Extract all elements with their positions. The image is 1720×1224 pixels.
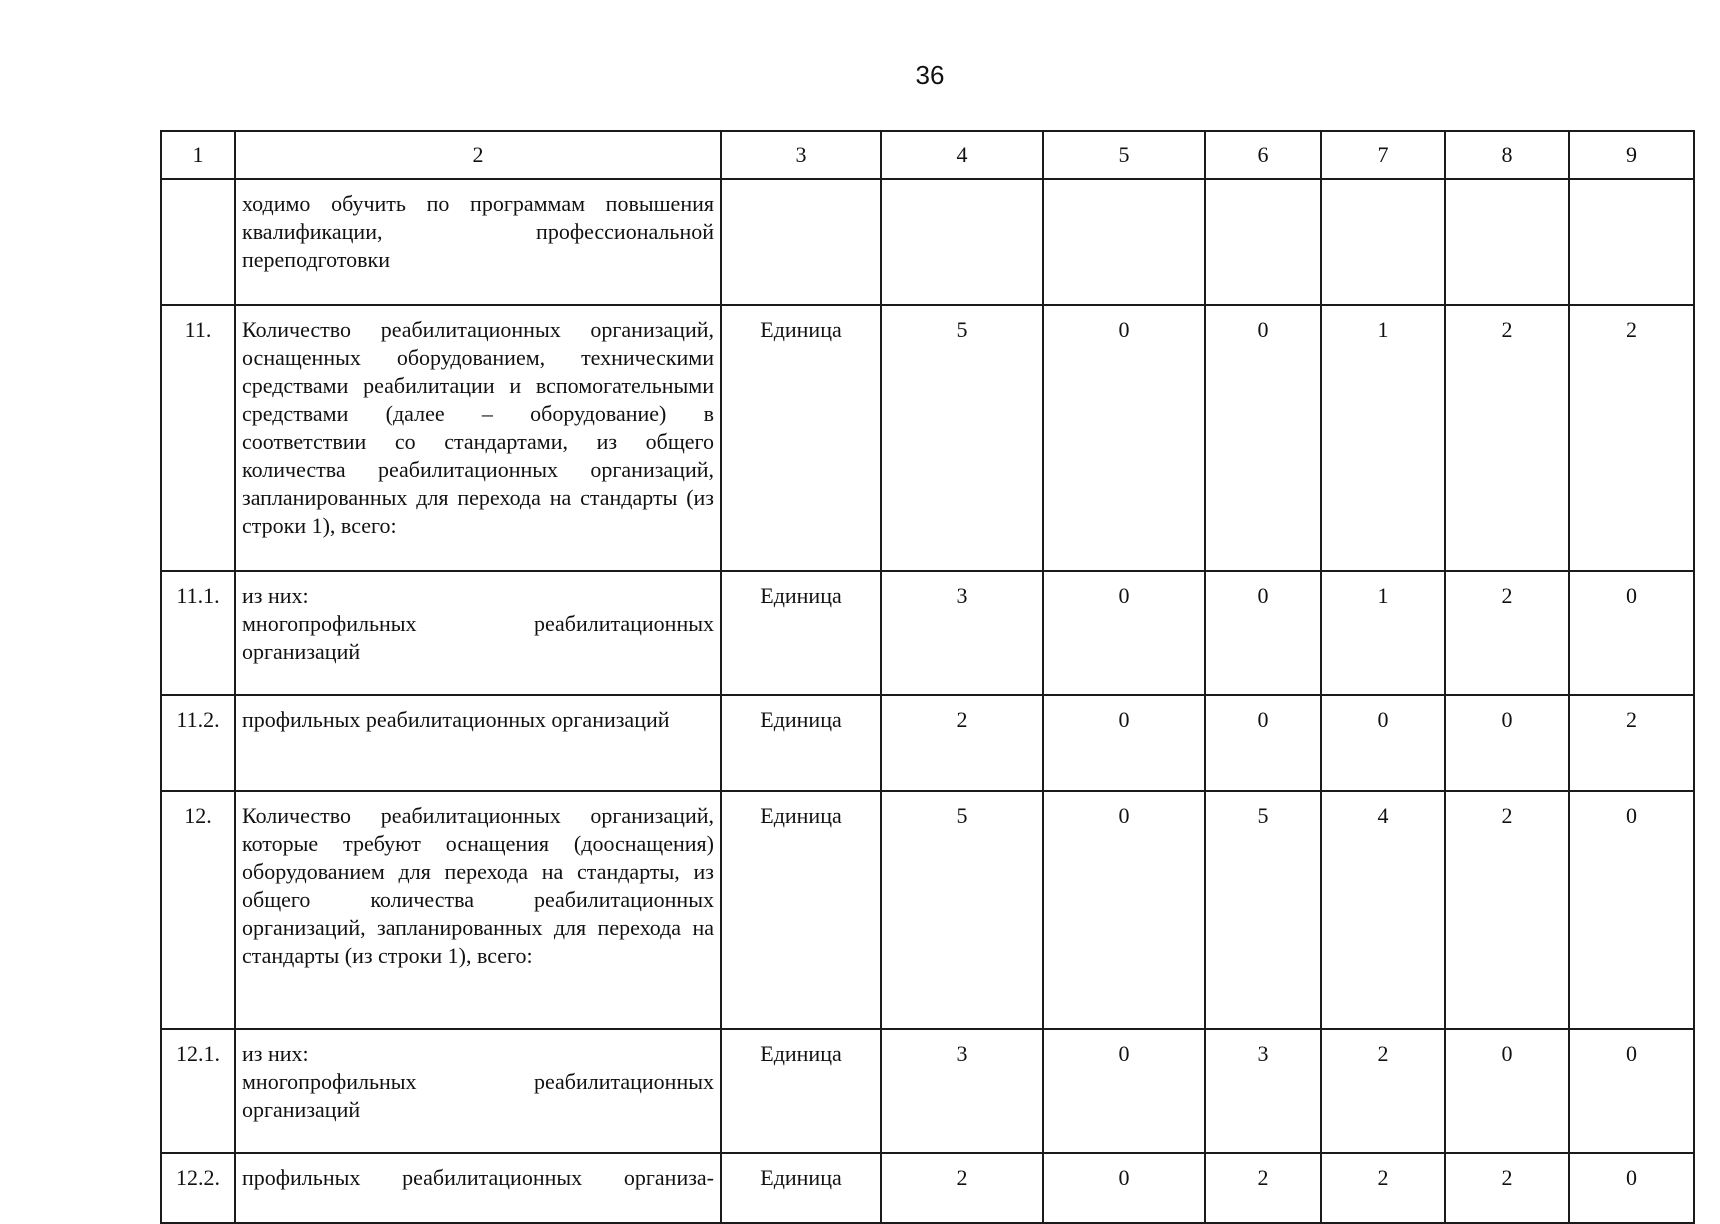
row-description	[235, 1029, 721, 1153]
data-table	[160, 130, 1695, 1224]
row-number	[161, 179, 235, 305]
row-unit: Единица	[721, 1153, 881, 1223]
row-description	[235, 1153, 721, 1223]
table-row	[161, 1153, 1694, 1223]
row-value: 2	[1321, 1029, 1445, 1153]
row-unit: Единица	[721, 305, 881, 571]
row-value: 2	[1321, 1153, 1445, 1223]
row-value	[1445, 179, 1569, 305]
table-row	[161, 305, 1694, 571]
table-row	[161, 791, 1694, 1029]
row-value: 0	[1205, 305, 1321, 571]
row-value: 0	[1043, 1153, 1205, 1223]
row-value: 2	[1569, 695, 1694, 791]
row-value: 2	[1569, 305, 1694, 571]
row-value: 2	[881, 695, 1043, 791]
row-value	[1321, 179, 1445, 305]
row-value: 4	[1321, 791, 1445, 1029]
row-unit: Единица	[721, 791, 881, 1029]
row-value	[1205, 179, 1321, 305]
row-description	[235, 179, 721, 305]
table-row	[161, 571, 1694, 695]
row-number: 11.	[161, 305, 235, 571]
description-line: профильных реабилитационных организа-	[242, 1165, 714, 1190]
row-description	[235, 791, 721, 1029]
row-description	[235, 305, 721, 571]
row-value: 0	[1043, 695, 1205, 791]
column-header: 6	[1205, 131, 1321, 179]
row-value: 5	[1205, 791, 1321, 1029]
column-header: 7	[1321, 131, 1445, 179]
table-header-row	[161, 131, 1694, 179]
description-line: из них:	[242, 1041, 309, 1066]
row-unit: Единица	[721, 571, 881, 695]
row-value: 2	[1445, 1153, 1569, 1223]
row-value: 0	[1205, 571, 1321, 695]
row-value: 2	[1445, 305, 1569, 571]
row-value: 0	[1043, 791, 1205, 1029]
table-row	[161, 1029, 1694, 1153]
row-number: 12.	[161, 791, 235, 1029]
row-number: 12.2.	[161, 1153, 235, 1223]
row-value: 2	[1445, 571, 1569, 695]
row-number: 11.1.	[161, 571, 235, 695]
column-header: 9	[1569, 131, 1694, 179]
description-line: многопрофильных реабилитационных организаций	[242, 611, 714, 664]
row-value: 0	[1205, 695, 1321, 791]
description-line: ходимо обучить по программам повышения	[242, 191, 714, 216]
page-number: 36	[915, 60, 945, 90]
table-row	[161, 179, 1694, 305]
row-value: 0	[1569, 791, 1694, 1029]
row-value: 0	[1043, 1029, 1205, 1153]
row-value: 0	[1569, 571, 1694, 695]
description-line: Количество реабилитационных организаций, которые требуют оснащения (дооснащения) оборудованием для перехода на стандарты, из общего количества реабилитационных организаций, запланированных для перехода на стандарты (из строки 1), всего:	[242, 803, 714, 968]
description-line: Количество реабилитационных организаций, оснащенных оборудованием, техническими средствами реабилитации и вспомогательными средствами (далее – оборудование) в соответствии со стандартами, из общего количества реабилитационных организаций, запланированных для перехода на стандарты (из строки 1), всего:	[242, 317, 714, 538]
column-header: 8	[1445, 131, 1569, 179]
row-value: 0	[1569, 1153, 1694, 1223]
column-header: 5	[1043, 131, 1205, 179]
row-description	[235, 571, 721, 695]
row-value: 0	[1043, 571, 1205, 695]
row-value: 5	[881, 791, 1043, 1029]
description-line: многопрофильных реабилитационных организаций	[242, 1069, 714, 1122]
row-description	[235, 695, 721, 791]
column-header: 3	[721, 131, 881, 179]
column-header: 4	[881, 131, 1043, 179]
row-number: 11.2.	[161, 695, 235, 791]
row-value	[1569, 179, 1694, 305]
row-value: 3	[1205, 1029, 1321, 1153]
row-value: 2	[881, 1153, 1043, 1223]
row-value	[881, 179, 1043, 305]
description-line: квалификации, профессиональной переподготовки	[242, 219, 714, 272]
row-value: 3	[881, 1029, 1043, 1153]
row-value: 3	[881, 571, 1043, 695]
description-line: из них:	[242, 583, 309, 608]
row-value: 0	[1445, 695, 1569, 791]
row-value: 5	[881, 305, 1043, 571]
column-header: 1	[161, 131, 235, 179]
row-unit	[721, 179, 881, 305]
row-value: 1	[1321, 571, 1445, 695]
row-unit: Единица	[721, 1029, 881, 1153]
row-unit: Единица	[721, 695, 881, 791]
row-value: 1	[1321, 305, 1445, 571]
row-value: 2	[1205, 1153, 1321, 1223]
row-value: 0	[1445, 1029, 1569, 1153]
row-value: 2	[1445, 791, 1569, 1029]
row-number: 12.1.	[161, 1029, 235, 1153]
row-value: 0	[1569, 1029, 1694, 1153]
table-row	[161, 695, 1694, 791]
description-line: профильных реабилитационных организаций	[242, 707, 670, 732]
row-value: 0	[1043, 305, 1205, 571]
row-value	[1043, 179, 1205, 305]
column-header: 2	[235, 131, 721, 179]
row-value: 0	[1321, 695, 1445, 791]
